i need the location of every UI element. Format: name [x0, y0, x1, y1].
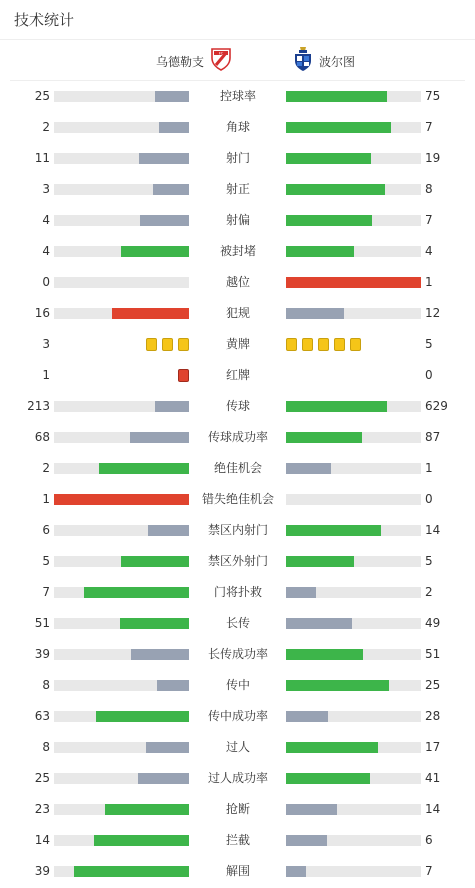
away-value: 41	[425, 771, 441, 785]
stat-label: 传中	[225, 678, 250, 692]
stat-label: 越位	[225, 275, 250, 289]
home-value: 213	[27, 399, 50, 413]
home-value: 16	[34, 306, 50, 320]
stat-label: 抢断	[225, 802, 250, 816]
stat-label: 禁区外射门	[207, 554, 268, 568]
home-value: 8	[42, 678, 50, 692]
away-bar-track	[286, 215, 421, 226]
home-bar-fill	[139, 153, 189, 164]
stat-row	[0, 236, 475, 267]
stat-label: 射正	[225, 182, 250, 196]
home-bar-track	[54, 432, 189, 443]
away-bar-fill	[286, 277, 421, 288]
home-value: 1	[42, 492, 50, 506]
stat-row	[0, 794, 475, 825]
home-bar-track	[54, 866, 189, 877]
home-bar-track	[54, 587, 189, 598]
away-value: 1	[425, 461, 433, 475]
stat-row	[0, 174, 475, 205]
home-bar-fill	[94, 835, 189, 846]
home-value: 2	[42, 461, 50, 475]
home-bar-fill	[140, 215, 189, 226]
away-value: 7	[425, 120, 433, 134]
away-value: 28	[425, 709, 441, 723]
home-bar-track	[54, 184, 189, 195]
stat-row	[0, 143, 475, 174]
home-bar-track	[54, 308, 189, 319]
home-bar-track	[54, 215, 189, 226]
stat-label: 绝佳机会	[213, 461, 262, 475]
stat-label: 禁区内射门	[207, 523, 268, 537]
away-value: 14	[425, 523, 441, 537]
yellow-card-icon	[318, 338, 329, 351]
home-bar-fill	[120, 618, 189, 629]
svg-text:FC: FC	[218, 51, 224, 56]
home-bar-track	[54, 649, 189, 660]
away-value: 4	[425, 244, 433, 258]
home-value: 25	[34, 89, 50, 103]
away-value: 0	[425, 492, 433, 506]
stat-label: 过人成功率	[207, 771, 268, 785]
home-bar-track	[54, 742, 189, 753]
away-bar-track	[286, 277, 421, 288]
home-value: 51	[34, 616, 50, 630]
yellow-card-icon	[286, 338, 297, 351]
away-bar-fill	[286, 835, 327, 846]
stat-label: 解围	[225, 864, 250, 878]
stat-label: 射偏	[225, 213, 250, 227]
home-bar-track	[54, 804, 189, 815]
away-bar-fill	[286, 618, 352, 629]
stat-label: 黄牌	[225, 337, 250, 351]
yellow-card-icon	[350, 338, 361, 351]
away-bar-fill	[286, 773, 370, 784]
stat-row	[0, 732, 475, 763]
away-bar-fill	[286, 711, 328, 722]
away-bar-track	[286, 246, 421, 257]
home-bar-track	[54, 835, 189, 846]
away-bar-fill	[286, 432, 362, 443]
away-bar-fill	[286, 401, 387, 412]
away-team-logo-icon	[293, 46, 313, 76]
yellow-card-icon	[162, 338, 173, 351]
stat-row	[0, 81, 475, 112]
stat-row	[0, 422, 475, 453]
away-bar-fill	[286, 308, 344, 319]
home-value: 39	[34, 647, 50, 661]
away-bar-track	[286, 835, 421, 846]
away-bar-fill	[286, 587, 316, 598]
home-bar-track	[54, 122, 189, 133]
stat-row	[0, 825, 475, 856]
away-bar-fill	[286, 91, 387, 102]
away-value: 1	[425, 275, 433, 289]
stat-row	[0, 701, 475, 732]
home-bar-fill	[84, 587, 189, 598]
yellow-card-icon	[334, 338, 345, 351]
stat-row	[0, 856, 475, 887]
away-value: 7	[425, 213, 433, 227]
home-bar-fill	[157, 680, 189, 691]
away-bar-track	[286, 773, 421, 784]
stat-row	[0, 267, 475, 298]
away-bar-track	[286, 525, 421, 536]
home-bar-fill	[155, 401, 189, 412]
away-bar-fill	[286, 215, 372, 226]
home-bar-fill	[148, 525, 189, 536]
home-value: 11	[34, 151, 50, 165]
home-team-logo-icon	[210, 47, 232, 75]
home-bar-fill	[121, 556, 189, 567]
stat-row	[0, 298, 475, 329]
home-value: 7	[42, 585, 50, 599]
away-bar-track	[286, 494, 421, 505]
home-bar-track	[54, 277, 189, 288]
stat-row	[0, 763, 475, 794]
home-bar-fill	[130, 432, 189, 443]
home-bar-fill	[131, 649, 189, 660]
home-bar-fill	[146, 742, 189, 753]
stats-list	[0, 81, 475, 887]
away-bar-fill	[286, 184, 385, 195]
home-bar-track	[54, 773, 189, 784]
home-bar-fill	[153, 184, 189, 195]
home-value: 4	[42, 244, 50, 258]
home-bar-track	[54, 525, 189, 536]
stat-label: 长传	[225, 616, 250, 630]
stat-label: 控球率	[219, 89, 256, 103]
stat-label: 门将扑救	[213, 585, 262, 599]
away-bar-fill	[286, 246, 354, 257]
away-bar-fill	[286, 463, 331, 474]
home-bar-fill	[155, 91, 189, 102]
home-bar-track	[54, 246, 189, 257]
home-value: 3	[42, 337, 50, 351]
away-bar-fill	[286, 649, 363, 660]
home-value: 25	[34, 771, 50, 785]
home-value: 23	[34, 802, 50, 816]
home-value: 3	[42, 182, 50, 196]
away-value: 51	[425, 647, 441, 661]
away-bar-track	[286, 556, 421, 567]
away-value: 19	[425, 151, 441, 165]
stat-row	[0, 329, 475, 360]
home-bar-track	[54, 680, 189, 691]
stat-row	[0, 484, 475, 515]
page-title: 技术统计	[14, 11, 75, 29]
home-value: 6	[42, 523, 50, 537]
away-value: 49	[425, 616, 441, 630]
away-value: 2	[425, 585, 433, 599]
away-yellow-cards	[286, 338, 361, 351]
stat-row	[0, 546, 475, 577]
away-bar-track	[286, 742, 421, 753]
stat-label: 传球	[225, 399, 250, 413]
stat-label: 传中成功率	[207, 709, 268, 723]
home-value: 5	[42, 554, 50, 568]
home-value: 8	[42, 740, 50, 754]
away-bar-track	[286, 432, 421, 443]
home-bar-fill	[112, 308, 189, 319]
home-team[interactable]	[156, 41, 232, 81]
home-bar-track	[54, 401, 189, 412]
home-bar-track	[54, 153, 189, 164]
stat-label: 犯规	[225, 306, 250, 320]
stat-row	[0, 391, 475, 422]
away-bar-track	[286, 680, 421, 691]
away-value: 25	[425, 678, 441, 692]
away-value: 7	[425, 864, 433, 878]
away-bar-track	[286, 587, 421, 598]
stat-row	[0, 515, 475, 546]
stat-row	[0, 577, 475, 608]
home-bar-track	[54, 711, 189, 722]
stat-label: 传球成功率	[207, 430, 268, 444]
home-bar-track	[54, 463, 189, 474]
stat-row	[0, 639, 475, 670]
stat-row	[0, 608, 475, 639]
yellow-card-icon	[146, 338, 157, 351]
away-bar-track	[286, 401, 421, 412]
stat-row	[0, 453, 475, 484]
home-value: 0	[42, 275, 50, 289]
away-value: 12	[425, 306, 441, 320]
home-bar-track	[54, 91, 189, 102]
away-bar-fill	[286, 525, 381, 536]
away-value: 8	[425, 182, 433, 196]
stat-row	[0, 670, 475, 701]
away-value: 5	[425, 554, 433, 568]
stat-row	[0, 360, 475, 391]
away-value: 14	[425, 802, 441, 816]
away-value: 6	[425, 833, 433, 847]
away-team-name: 波尔图	[319, 54, 356, 69]
stat-row	[0, 112, 475, 143]
away-bar-fill	[286, 804, 337, 815]
away-bar-fill	[286, 556, 354, 567]
home-value: 4	[42, 213, 50, 227]
away-bar-track	[286, 618, 421, 629]
away-bar-fill	[286, 122, 391, 133]
home-value: 39	[34, 864, 50, 878]
title-bar	[0, 0, 475, 40]
stat-label: 错失绝佳机会	[201, 492, 274, 506]
teams-header	[10, 41, 465, 81]
away-bar-track	[286, 463, 421, 474]
yellow-card-icon	[178, 338, 189, 351]
away-bar-track	[286, 711, 421, 722]
home-value: 2	[42, 120, 50, 134]
away-bar-fill	[286, 742, 378, 753]
home-value: 14	[34, 833, 50, 847]
away-bar-track	[286, 804, 421, 815]
home-bar-fill	[159, 122, 189, 133]
home-bar-fill	[54, 494, 189, 505]
away-bar-track	[286, 91, 421, 102]
home-team-name: 乌德勒支	[155, 54, 204, 69]
away-bar-track	[286, 649, 421, 660]
away-bar-fill	[286, 866, 306, 877]
home-bar-fill	[105, 804, 189, 815]
home-bar-fill	[99, 463, 189, 474]
yellow-card-icon	[302, 338, 313, 351]
away-value: 75	[425, 89, 441, 103]
away-bar-fill	[286, 153, 371, 164]
home-bar-fill	[96, 711, 189, 722]
home-value: 63	[34, 709, 50, 723]
away-value: 5	[425, 337, 433, 351]
home-bar-fill	[138, 773, 189, 784]
away-bar-track	[286, 866, 421, 877]
stat-label: 红牌	[225, 368, 250, 382]
stat-label: 被封堵	[219, 244, 256, 258]
home-red-cards	[178, 369, 189, 382]
stat-label: 长传成功率	[207, 647, 268, 661]
away-value: 17	[425, 740, 441, 754]
away-bar-track	[286, 153, 421, 164]
stat-row	[0, 205, 475, 236]
stat-label: 角球	[225, 120, 250, 134]
away-value: 87	[425, 430, 441, 444]
home-bar-track	[54, 556, 189, 567]
stat-label: 过人	[225, 740, 250, 754]
away-value: 629	[425, 399, 448, 413]
stat-label: 射门	[225, 151, 250, 165]
away-bar-track	[286, 122, 421, 133]
away-value: 0	[425, 368, 433, 382]
away-bar-track	[286, 184, 421, 195]
away-bar-track	[286, 308, 421, 319]
home-yellow-cards	[146, 338, 189, 351]
home-value: 1	[42, 368, 50, 382]
red-card-icon	[178, 369, 189, 382]
stat-label: 拦截	[225, 833, 250, 847]
away-team[interactable]	[293, 41, 355, 81]
home-bar-track	[54, 618, 189, 629]
home-bar-track	[54, 494, 189, 505]
home-bar-fill	[121, 246, 189, 257]
home-value: 68	[34, 430, 50, 444]
home-bar-fill	[74, 866, 189, 877]
away-bar-fill	[286, 680, 389, 691]
